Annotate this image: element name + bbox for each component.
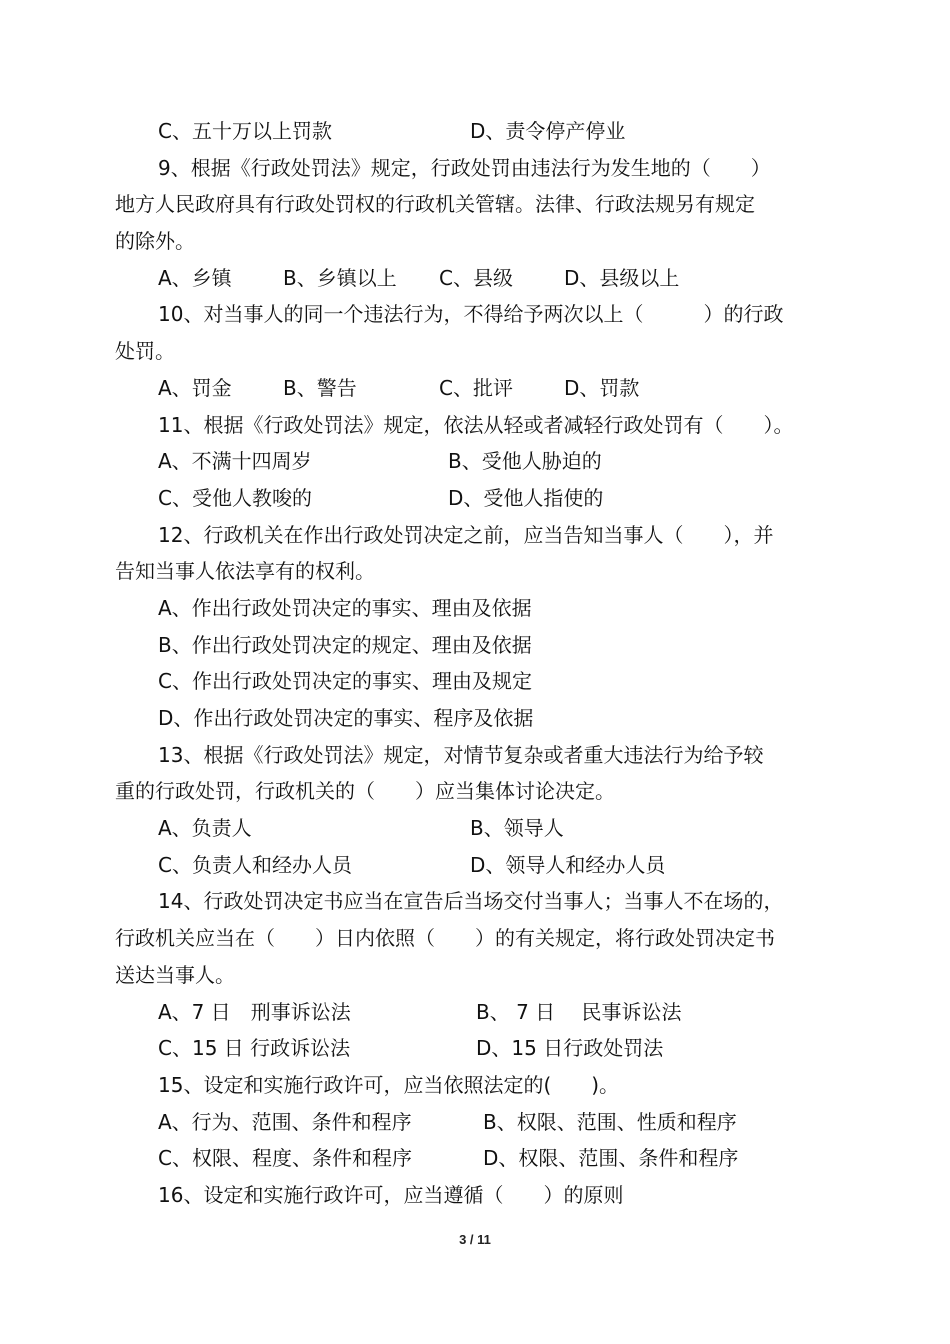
document-body: [115, 113, 840, 1214]
option-text: D、县级以上: [564, 265, 680, 290]
text-line: 13、根据《行政处罚法》规定，对情节复杂或者重大违法行为给予较: [158, 742, 764, 767]
text-line: 行政机关应当在（ ）日内依照（ ）的有关规定，将行政处罚决定书: [115, 926, 775, 951]
option-text: C、批评: [439, 375, 513, 400]
text-line: D、作出行政处罚决定的事实、程序及依据: [158, 706, 534, 730]
option-text: D、15 日行政处罚法: [476, 1036, 664, 1061]
text-line: C、作出行政处罚决定的事实、理由及规定: [158, 669, 532, 694]
option-text: C、权限、程度、条件和程序: [158, 1146, 412, 1171]
text-line: 送达当事人。: [115, 962, 235, 987]
option-text: A、罚金: [158, 375, 232, 400]
text-line: 15、设定和实施行政许可，应当依照法定的( )。: [158, 1072, 620, 1097]
option-row: [115, 480, 840, 517]
text-line: 14、行政处罚决定书应当在宣告后当场交付当事人；当事人不在场的，: [158, 889, 784, 914]
text-line: 11、根据《行政处罚法》规定，依法从轻或者减轻行政处罚有（ ）。: [158, 412, 794, 437]
option-text: A、负责人: [158, 816, 252, 841]
option-text: B、领导人: [470, 816, 564, 841]
option-text: C、受他人教唆的: [158, 485, 312, 510]
option-text: C、县级: [439, 265, 513, 290]
text-line: 10、对当事人的同一个违法行为，不得给予两次以上（ ）的行政: [158, 302, 784, 327]
option-row: [115, 260, 840, 297]
option-row: [115, 443, 840, 480]
text-line: 的除外。: [115, 229, 195, 254]
option-text: A、不满十四周岁: [158, 449, 312, 474]
option-text: D、权限、范围、条件和程序: [483, 1146, 739, 1171]
text-line: B、作出行政处罚决定的规定、理由及依据: [158, 632, 532, 657]
text-line: 处罚。: [115, 339, 175, 364]
option-text: B、警告: [283, 375, 357, 400]
text-line: 重的行政处罚，行政机关的（ ）应当集体讨论决定。: [115, 779, 615, 804]
option-text: B、权限、范围、性质和程序: [483, 1109, 737, 1134]
option-text: B、受他人胁迫的: [448, 449, 602, 474]
option-text: B、乡镇以上: [283, 265, 397, 290]
text-line: 16、设定和实施行政许可，应当遵循（ ）的原则: [158, 1182, 624, 1207]
option-text: D、领导人和经办人员: [470, 852, 666, 877]
option-text: D、受他人指使的: [448, 485, 604, 510]
option-row: [115, 370, 840, 407]
option-row: [115, 810, 840, 847]
option-row: [115, 1030, 840, 1067]
option-row: [115, 1140, 840, 1177]
option-text: A、行为、范围、条件和程序: [158, 1109, 412, 1134]
option-row: [115, 1104, 840, 1141]
option-row: [115, 847, 840, 884]
text-line: 12、行政机关在作出行政处罚决定之前，应当告知当事人（ ），并: [158, 522, 774, 547]
page-number: 3 / 11: [459, 1232, 491, 1247]
text-line: 地方人民政府具有行政处罚权的行政机关管辖。法律、行政法规另有规定: [115, 192, 755, 217]
option-text: A、7 日 刑事诉讼法: [158, 999, 351, 1024]
option-text: A、乡镇: [158, 265, 232, 290]
text-line: A、作出行政处罚决定的事实、理由及依据: [158, 595, 532, 620]
option-text: B、 7 日 民事诉讼法: [476, 999, 682, 1024]
option-row: [115, 994, 840, 1031]
option-text: D、责令停产停业: [470, 119, 626, 143]
option-text: C、负责人和经办人员: [158, 852, 352, 877]
option-text: C、15 日 行政诉讼法: [158, 1036, 351, 1061]
option-row: [115, 113, 840, 150]
option-text: D、罚款: [564, 375, 640, 400]
text-line: 9、根据《行政处罚法》规定，行政处罚由违法行为发生地的（ ）: [158, 155, 771, 180]
option-text: C、五十万以上罚款: [158, 119, 332, 143]
text-line: 告知当事人依法享有的权利。: [115, 559, 375, 584]
